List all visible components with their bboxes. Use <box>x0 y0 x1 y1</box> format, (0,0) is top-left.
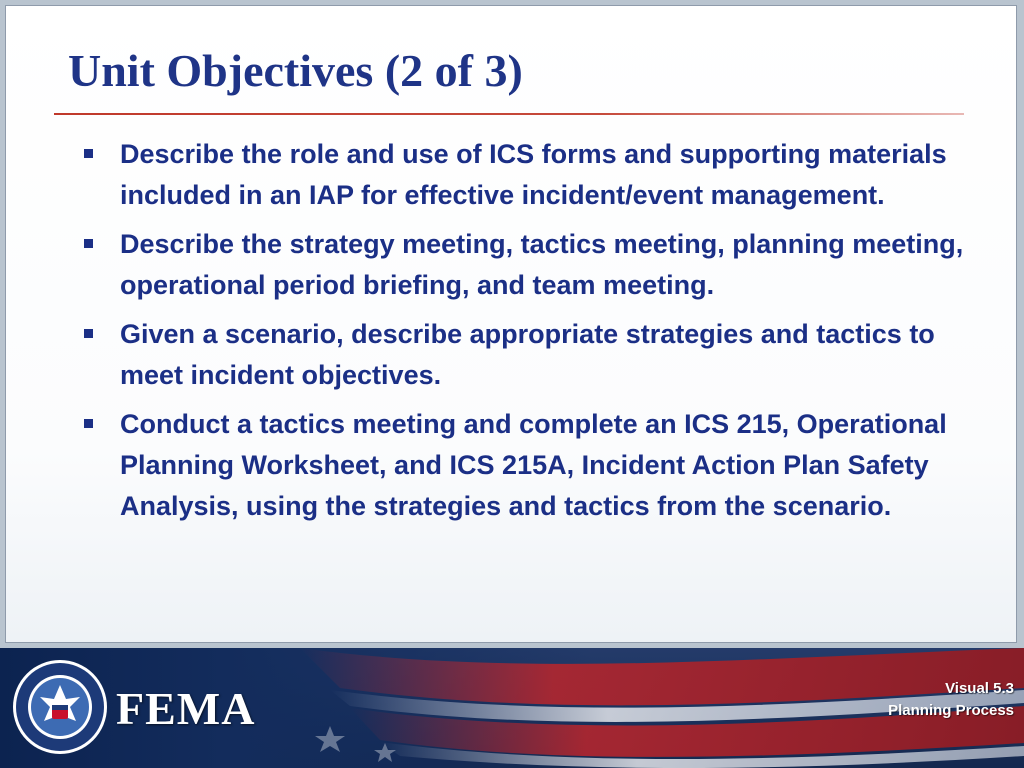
square-bullet-icon <box>84 239 93 248</box>
objectives-list <box>6 134 1006 535</box>
objective-item-2 <box>6 224 980 306</box>
objective-text-1: Describe the role and use of ICS forms and supporting materials included in an IAP for effective incident/event management. <box>120 139 947 210</box>
course-name: Planning Process <box>888 702 1014 719</box>
visual-number: Visual 5.3 <box>945 680 1014 697</box>
objective-text-3: Given a scenario, describe appropriate strategies and tactics to meet incident objectives. <box>120 319 935 390</box>
dhs-seal-icon <box>12 659 108 755</box>
footer-banner <box>0 648 1024 768</box>
objective-text-2: Describe the strategy meeting, tactics meeting, planning meeting, operational period briefing, and team meeting. <box>120 229 964 300</box>
objective-item-3 <box>6 314 980 396</box>
slide-content-panel <box>5 5 1017 643</box>
square-bullet-icon <box>84 329 93 338</box>
square-bullet-icon <box>84 419 93 428</box>
objective-item-4 <box>6 404 980 527</box>
square-bullet-icon <box>84 149 93 158</box>
slide-reference <box>888 678 1014 722</box>
title-divider <box>54 113 964 115</box>
objective-item-1 <box>6 134 980 216</box>
slide-title: Unit Objectives (2 of 3) <box>68 45 523 96</box>
objective-text-4: Conduct a tactics meeting and complete an ICS 215, Operational Planning Worksheet, and ICS 215A, Incident Action Plan Safety Analysis, using the strategies and tactics from the scenario. <box>120 409 947 521</box>
fema-wordmark: FEMA <box>116 683 256 734</box>
